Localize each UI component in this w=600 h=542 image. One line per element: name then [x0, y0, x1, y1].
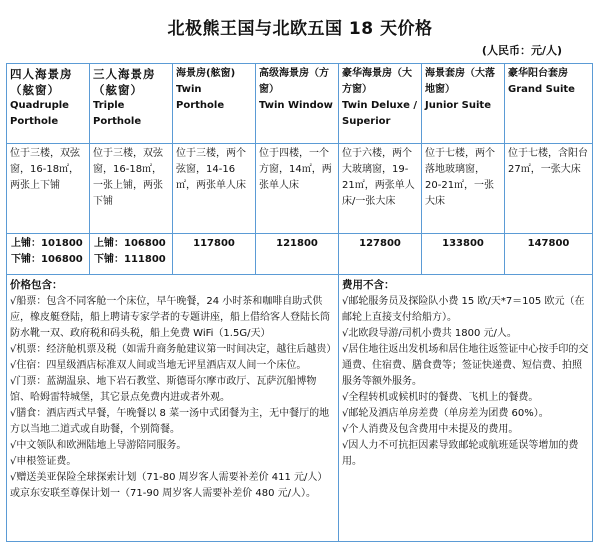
price-twin-porthole: 117800: [173, 234, 256, 275]
excludes-item: √个人消费及包含费用中未提及的费用。: [342, 424, 519, 435]
excludes-item: √邮轮及酒店单房差费（单房差为团费 60%）。: [342, 408, 549, 419]
excludes-title: 费用不含：: [342, 279, 395, 291]
room-name-en: Junior Suite: [425, 100, 491, 111]
room-header-twin-window: [256, 64, 339, 144]
excludes-item: √邮轮服务员及探险队小费 15 欧/天*7＝105 欧元（在邮轮上直接支付给船方）。: [342, 296, 585, 323]
room-name-cn: 海景房(舷窗): [176, 68, 236, 79]
price-lower-berth: 下铺：106800: [11, 254, 83, 265]
price-junior-suite: 133800: [422, 234, 505, 275]
room-name-en: Quadruple Porthole: [10, 100, 69, 127]
excludes-item: √居住地往返出发机场和居住地往返签证中心按手印的交通费、住宿费、膳食费等；签证快递费、短信费、拍照服务等额外服务。: [342, 344, 589, 387]
price-triple: [90, 234, 173, 275]
room-header-junior-suite: [422, 64, 505, 144]
includes-item: √门票：蓝湖温泉、地下岩石教堂、斯德哥尔摩市政厅、瓦萨沉船博物馆、哈姆雷特城堡，其它景点免费内进或者外观。: [10, 376, 317, 403]
excludes-item: √全程转机或候机时的餐费、飞机上的餐费。: [342, 392, 539, 403]
price-upper-berth: 上铺：106800: [94, 238, 166, 249]
room-description-row: [7, 144, 593, 234]
includes-item: √机票：经济舱机票及税（如需升商务舱建议第一时间决定，越往后越贵）: [10, 344, 337, 355]
includes-item: √中文领队和欧洲陆地上导游陪同服务。: [10, 440, 187, 451]
room-name-en: Twin Porthole: [176, 84, 225, 111]
price-upper-berth: 上铺：101800: [11, 238, 83, 249]
room-header-twin-deluxe: [339, 64, 422, 144]
includes-item: √住宿：四星级酒店标准双人间或当地无评星酒店双人间一个床位。: [10, 360, 307, 371]
room-description: 位于三楼，双弦窗，16-18㎡，一张上铺，两张下铺: [90, 144, 173, 234]
room-description: 位于六楼，两个大玻璃窗，19-21㎡，两张单人床/一张大床: [339, 144, 422, 234]
includes-title: 价格包含：: [10, 279, 63, 291]
room-name-en: Twin Window: [259, 100, 333, 111]
room-name-cn: 高级海景房（方窗）: [259, 68, 329, 95]
room-description: 位于七楼，两个落地玻璃窗，20-21㎡，一张大床: [422, 144, 505, 234]
room-name-cn: 三人海景房（舷窗）: [93, 67, 156, 97]
includes-item: √船票：包含不同客舱一个床位，早午晚餐，24 小时茶和咖啡自助式供应，橡皮艇登陆，船上聘请专家学者的专题讲座，船上借给客人登陆长筒防水靴一双、政府税和码头税，船上免费 WiFi（1.5G/天）: [10, 296, 330, 339]
room-name-en: Triple Porthole: [93, 100, 142, 127]
price-lower-berth: 下铺：111800: [94, 254, 166, 265]
price-includes-section: [7, 275, 339, 542]
room-name-en: Grand Suite: [508, 84, 575, 95]
price-twin-window: 121800: [256, 234, 339, 275]
room-description: 位于七楼，含阳台 27㎡，一张大床: [505, 144, 593, 234]
inclusions-row: [7, 275, 593, 542]
room-header-row: [7, 64, 593, 144]
includes-item: √赠送美亚保险全球探索计划（71-80 周岁客人需要补差价 411 元/人）或京东安联至尊保计划一（71-90 周岁客人需要补差价 480 元/人）。: [10, 472, 328, 499]
price-excludes-section: [339, 275, 593, 542]
price-row: [7, 234, 593, 275]
room-name-cn: 豪华阳台套房: [508, 68, 568, 79]
room-header-twin-porthole: [173, 64, 256, 144]
includes-item: √申根签证费。: [10, 456, 77, 467]
price-grand-suite: 147800: [505, 234, 593, 275]
room-name-cn: 海景套房（大落地窗）: [425, 68, 495, 95]
room-description: 位于三楼，双弦窗，16-18㎡，两张上下铺: [7, 144, 90, 234]
page-title: 北极熊王国与北欧五国 18 天价格: [167, 19, 433, 39]
room-header-quadruple: [7, 64, 90, 144]
room-name-cn: 豪华海景房（大方窗）: [342, 68, 412, 95]
room-header-grand-suite: [505, 64, 593, 144]
room-name-en: Twin Deluxe / Superior: [342, 100, 417, 127]
price-quadruple: [7, 234, 90, 275]
excludes-item: √因人力不可抗拒因素导致邮轮或航班延误等增加的费用。: [342, 440, 579, 467]
room-description: 位于四楼，一个方窗，14㎡，两张单人床: [256, 144, 339, 234]
price-twin-deluxe: 127800: [339, 234, 422, 275]
currency-note: (人民币：元/人): [481, 44, 562, 57]
excludes-item: √北欧段导游/司机小费共 1800 元/人。: [342, 328, 517, 339]
room-header-triple: [90, 64, 173, 144]
price-table: [6, 63, 593, 542]
room-name-cn: 四人海景房（舷窗）: [10, 67, 73, 97]
room-description: 位于三楼，两个弦窗，14-16㎡，两张单人床: [173, 144, 256, 234]
includes-item: √膳食：酒店西式早餐，午晚餐以 8 菜一汤中式团餐为主，无中餐厅的地方以当地二道式或自助餐，个别简餐。: [10, 408, 330, 435]
